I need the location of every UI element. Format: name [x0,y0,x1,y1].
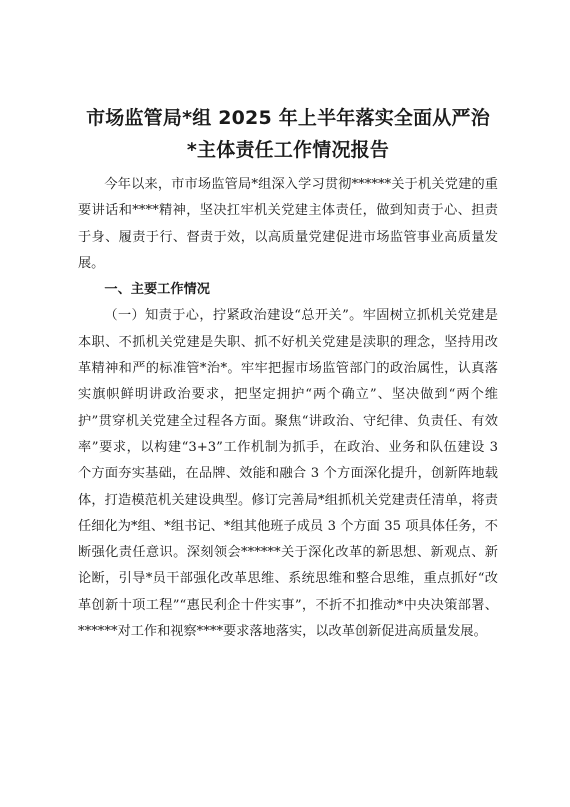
document-title [78,102,498,166]
document-body [78,172,498,645]
title-line-1: 市场监管局*组 2025 年上半年落实全面从严治 [86,107,490,129]
section-paragraph: （一）知责于心，拧紧政治建设“总开关”。牢固树立抓机关党建是本职、不抓机关党建是失职、抓不好机关党建是渎职的理念，坚持用改革精神和严的标准管*治*。牢牢把握市场监管部门的政治属性，认真落实旗帜鲜明讲政治要求，把坚定拥护“两个确立”、坚决做到“两个维护”贯穿机关党建全过程各方面。聚焦“讲政治、守纪律、负责任、有效率”要求，以构建“3+3”工作机制为抓手，在政治、业务和队伍建设 3 个方面夯实基础，在品牌、效能和融合 3 个方面深化提升，创新阵地载体，打造模范机关建设典型。修订完善局*组抓机关党建责任清单，将责任细化为*组、*组书记、*组其他班子成员 3 个方面 35 项具体任务，不断强化责任意识。深刻领会******关于深化改革的新思想、新观点、新论断，引导*员干部强化改革思维、系统思维和整合思维，重点抓好“改革创新十项工程”“惠民利企十件实事”，不折不扣推动*中央决策部署、******对工作和视察****要求落地落实，以改革创新促进高质量发展。 [78,308,498,640]
intro-paragraph: 今年以来，市市场监管局*组深入学习贯彻******关于机关党建的重要讲话和****精神，坚决扛牢机关党建主体责任，做到知责于心、担责于身、履责于行、督责于效，以高质量党建促进市场监管事业高质量发展。 [78,177,498,271]
section-heading: 一、主要工作情况 [104,282,210,298]
title-line-2: *主体责任工作情况报告 [186,139,390,161]
